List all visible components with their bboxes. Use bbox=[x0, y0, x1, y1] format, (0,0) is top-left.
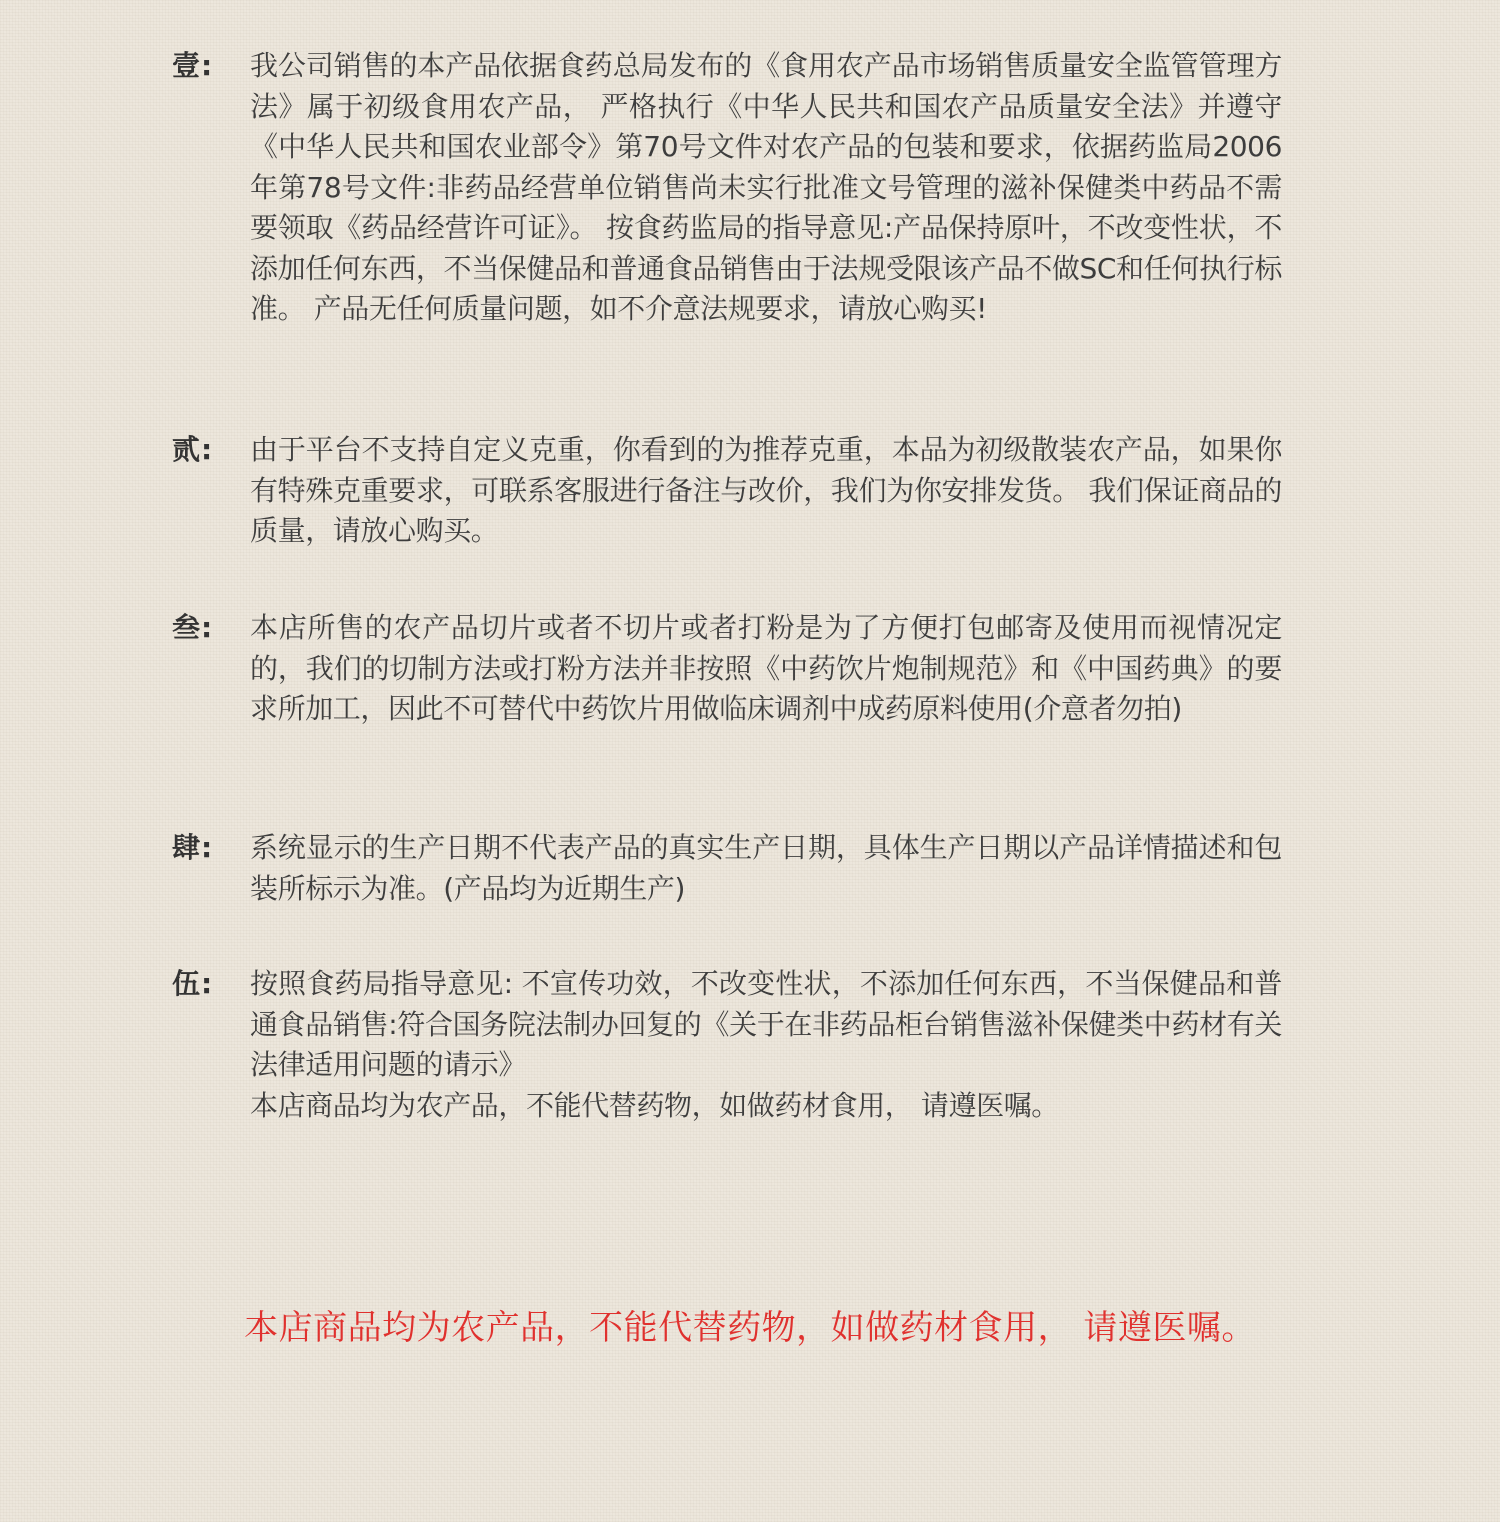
notice-text: 系统显示的生产日期不代表产品的真实生产日期，具体生产日期以产品详情描述和包装所标示为准。(产品均为近期生产) bbox=[250, 831, 1282, 905]
notice-marker: 肆: bbox=[172, 831, 214, 864]
notice-marker: 伍: bbox=[172, 967, 214, 1000]
notice-text: 本店所售的农产品切片或者不切片或者打粉是为了方便打包邮寄及使用而视情况定的，我们的切制方法或打粉方法并非按照《中药饮片炮制规范》和《中国药典》的要求所加工，因此不可替代中药饮片用做临床调剂中成药原料使用(介意者勿拍) bbox=[250, 611, 1282, 725]
notice-item-5 bbox=[172, 964, 1282, 1126]
notice-text: 按照食药局指导意见: 不宣传功效，不改变性状，不添加任何东西，不当保健品和普通食品销售:符合国务院法制办回复的《关于在非药品柜台销售滋补保健类中药材有关法律适用问题的请示》 本店商品均为农产品，不能代替药物，如做药材食用， 请遵医嘱。 bbox=[250, 967, 1282, 1122]
notice-item-4 bbox=[172, 828, 1282, 909]
warning-notice: 本店商品均为农产品，不能代替药物，如做药材食用， 请遵医嘱。 bbox=[244, 1308, 1256, 1348]
notice-text: 我公司销售的本产品依据食药总局发布的《食用农产品市场销售质量安全监管管理方法》属于初级食用农产品， 严格执行《中华人民共和国农产品质量安全法》并遵守《中华人民共和国农业部令》第70号文件对农产品的包装和要求，依据药监局2006年第78号文件:非药品经营单位销售尚未实行批准文号管理的滋补保健类中药品不需要领取《药品经营许可证》。 按食药监局的指导意见:产品保持原叶，不改变性状，不添加任何东西，不当保健品和普通食品销售由于法规受限该产品不做SC和任何执行标准。 产品无任何质量问题，如不介意法规要求，请放心购买! bbox=[250, 49, 1282, 325]
notice-marker: 壹: bbox=[172, 49, 214, 82]
notice-text: 由于平台不支持自定义克重，你看到的为推荐克重，本品为初级散装农产品，如果你有特殊克重要求，可联系客服进行备注与改价，我们为你安排发货。 我们保证商品的质量，请放心购买。 bbox=[250, 433, 1282, 547]
notice-marker: 贰: bbox=[172, 433, 214, 466]
notice-item-2 bbox=[172, 430, 1282, 552]
notice-item-3 bbox=[172, 608, 1282, 730]
notice-marker: 叁: bbox=[172, 611, 214, 644]
notice-item-1 bbox=[172, 46, 1282, 330]
